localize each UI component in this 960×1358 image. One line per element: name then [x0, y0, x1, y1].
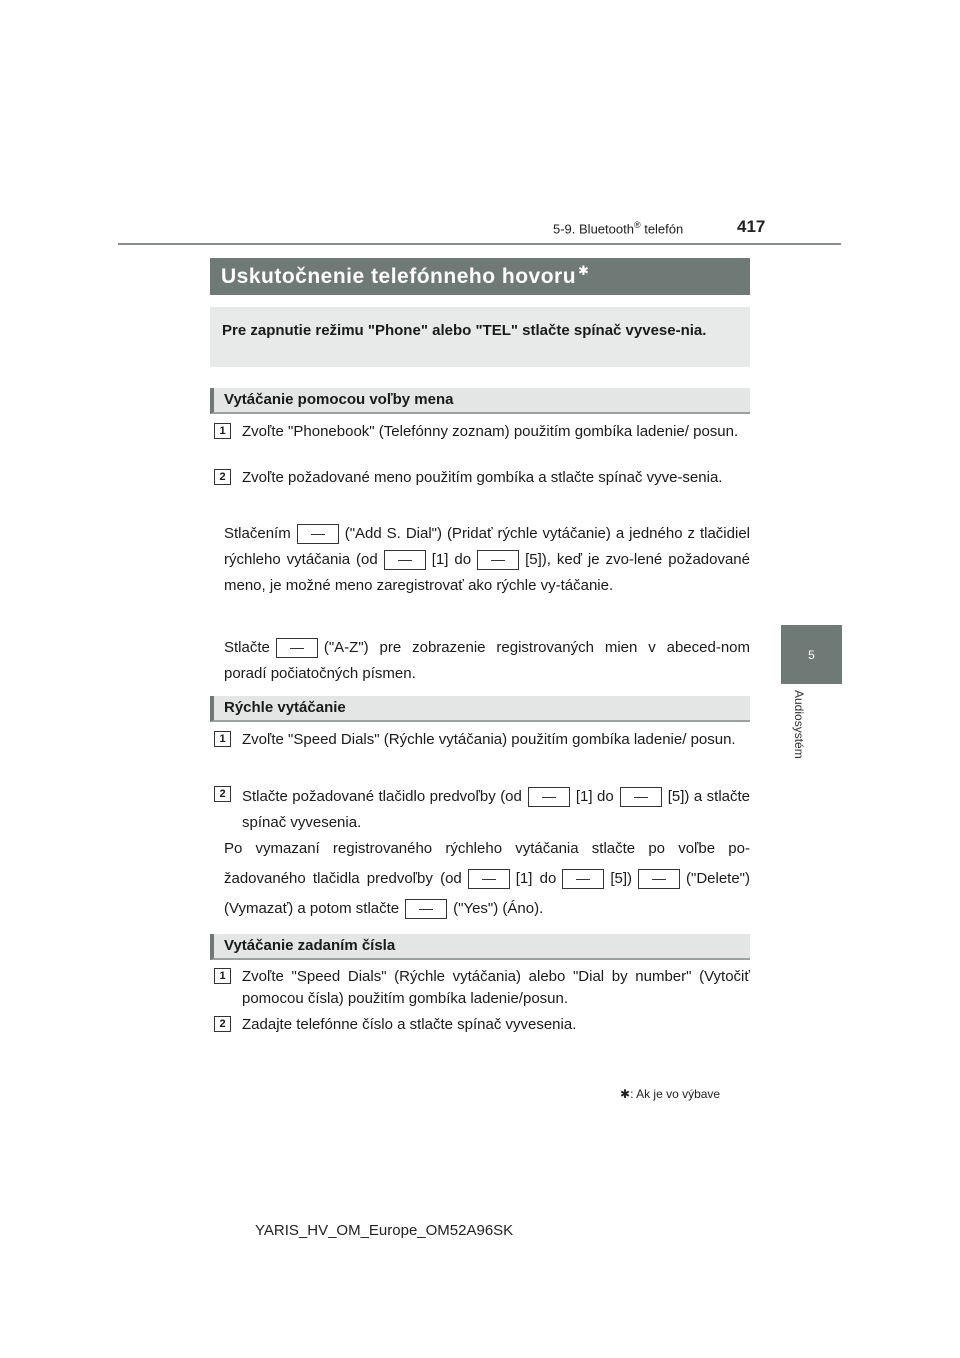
step-number: 2	[214, 1016, 231, 1032]
page-number: 417	[737, 217, 766, 236]
key-icon	[620, 787, 662, 807]
paragraph-text: Stlačte	[224, 639, 270, 656]
step-item	[214, 421, 750, 443]
section-header-text: 5-9. Bluetooth	[553, 221, 634, 237]
paragraph	[224, 834, 750, 924]
step-number: 1	[214, 968, 231, 984]
paragraph-text: Po vymazaní registrovaného rýchleho vytáčania stlačte po voľbe po-žadovaného tlačidla predvoľby (od	[224, 840, 750, 887]
section-header-suffix: telefón	[640, 221, 684, 237]
step-number: 1	[214, 731, 231, 747]
registered-mark: ®	[633, 220, 641, 230]
key-icon	[405, 899, 447, 919]
paragraph-text: [1] do	[575, 788, 614, 805]
step-item	[214, 729, 750, 751]
step-number: 1	[214, 423, 231, 439]
step-number: 2	[214, 469, 231, 485]
document-code: YARIS_HV_OM_Europe_OM52A96SK	[255, 1222, 514, 1239]
step-text: Zvoľte "Speed Dials" (Rýchle vytáčania) použitím gombíka ladenie/ posun.	[242, 731, 736, 748]
footnote	[620, 1087, 720, 1101]
paragraph-text: ("Add S. Dial") (Pridať rýchle vytáčanie) a jedného z tlačidiel rýchleho vytáčania (od	[224, 525, 750, 568]
footnote-text: : Ak je vo výbave	[630, 1087, 721, 1101]
key-icon	[468, 869, 510, 889]
page-title-text: Uskutočnenie telefónneho hovoru	[221, 264, 577, 288]
key-icon	[638, 869, 680, 889]
step-number: 2	[214, 786, 231, 802]
paragraph-text: [5])	[610, 870, 632, 887]
section-heading-speed-dial: Rýchle vytáčanie	[210, 696, 750, 722]
step-text: Zadajte telefónne číslo a stlačte spínač vyvesenia.	[242, 1016, 577, 1033]
chapter-tab: 5	[781, 625, 842, 684]
paragraph-text: [1] do	[515, 870, 557, 887]
step-text: Zvoľte "Phonebook" (Telefónny zoznam) použitím gombíka ladenie/ posun.	[242, 423, 739, 440]
paragraph-text: [1] do	[431, 551, 472, 568]
section-heading-name-dial: Vytáčanie pomocou voľby mena	[210, 388, 750, 414]
key-icon	[276, 638, 318, 658]
paragraph-text: ("Delete") (Vymazať) a potom stlačte	[224, 870, 750, 917]
key-icon	[297, 524, 339, 544]
key-icon	[384, 550, 426, 570]
section-heading-dial-number: Vytáčanie zadaním čísla	[210, 934, 750, 960]
paragraph-text: Stlačením	[224, 525, 291, 542]
step-text	[242, 784, 750, 836]
paragraph	[224, 635, 750, 687]
paragraph-text: ("Yes") (Áno).	[453, 900, 544, 917]
paragraph-text: Stlačte požadované tlačidlo predvoľby (od	[242, 788, 522, 805]
chapter-label: Audiosystém	[792, 690, 806, 759]
section-header	[553, 220, 683, 236]
step-item	[214, 467, 750, 489]
paragraph-text: a stlačte spínač vyvesenia.	[242, 788, 751, 831]
header-divider	[118, 243, 841, 245]
paragraph-text: [5]), keď je zvo-lené požadované meno, je možné meno zaregistrovať ako rýchle vy-táčanie.	[224, 551, 750, 594]
step-text: Zvoľte požadované meno použitím gombíka a stlačte spínač vyve-senia.	[242, 469, 723, 486]
page-title	[210, 258, 750, 295]
paragraph	[224, 521, 750, 599]
footnote-mark: ✱	[620, 1087, 631, 1101]
step-item	[214, 784, 750, 836]
footnote-mark: ✱	[578, 262, 590, 278]
intro-box: Pre zapnutie režimu "Phone" alebo "TEL" stlačte spínač vyvese-nia.	[210, 307, 750, 367]
key-icon	[562, 869, 604, 889]
step-item	[214, 966, 750, 1010]
paragraph-text: [5])	[667, 788, 690, 805]
key-icon	[528, 787, 570, 807]
key-icon	[477, 550, 519, 570]
paragraph-text: ("A-Z") pre zobrazenie registrovaných mien v abeced-nom poradí počiatočných písmen.	[224, 639, 750, 682]
step-item	[214, 1014, 750, 1036]
step-text: Zvoľte "Speed Dials" (Rýchle vytáčania) alebo "Dial by number" (Vytočiť pomocou čísla) použitím gombíka ladenie/posun.	[242, 968, 750, 1007]
